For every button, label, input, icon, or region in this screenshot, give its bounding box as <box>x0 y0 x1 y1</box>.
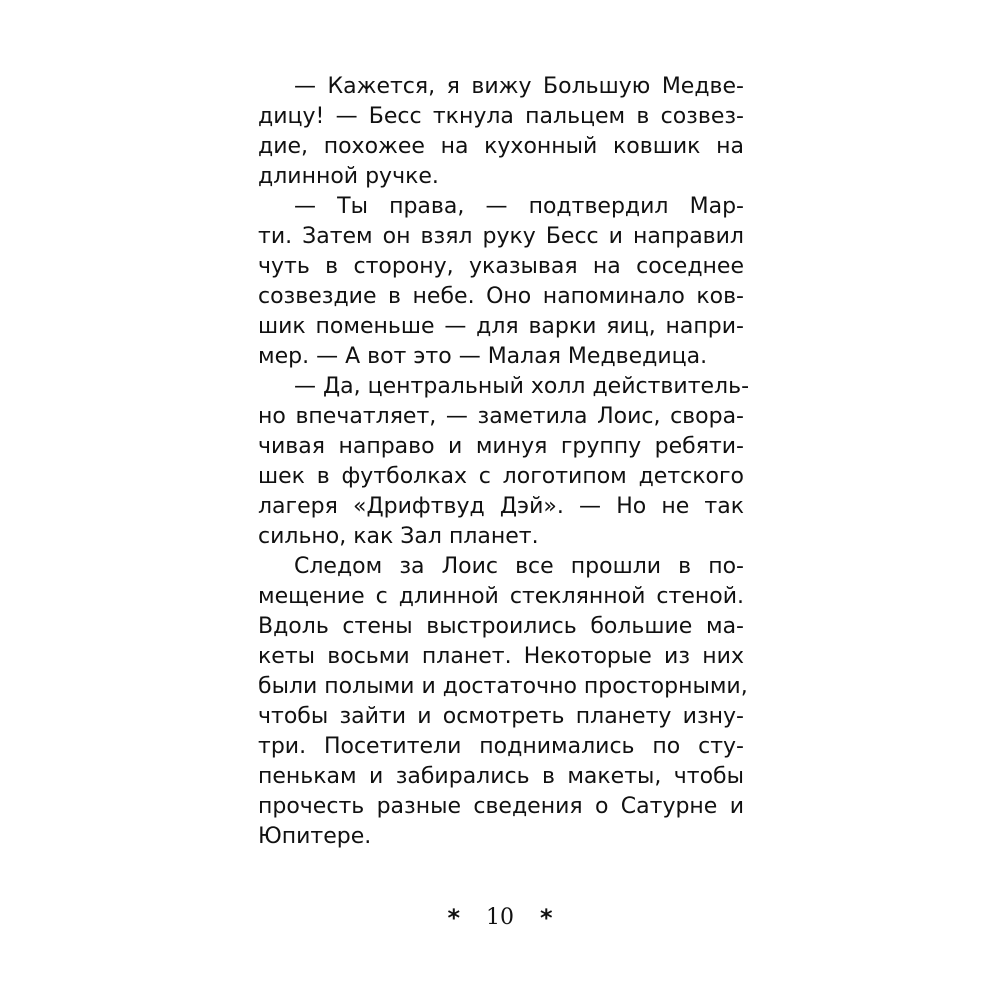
paragraph-4-line-7: три. Посетители поднимались по сту- <box>258 734 744 759</box>
paragraph-1-line-4: длинной ручке. <box>258 164 439 189</box>
paragraph-1-line-3: дие, похожее на кухонный ковшик на <box>258 134 744 159</box>
page-number: 10 <box>486 905 514 930</box>
paragraph-4-line-10: Юпитере. <box>258 824 372 849</box>
star-ornament-left: * <box>447 904 460 932</box>
paragraph-3-line-3: чивая направо и минуя группу ребяти- <box>258 434 744 459</box>
paragraph-3-line-2: но впечатляет, — заметила Лоис, свора- <box>258 404 744 429</box>
paragraph-4-line-4: кеты восьми планет. Некоторые из них <box>258 644 744 669</box>
paragraph-2-line-6: мер. — А вот это — Малая Медведица. <box>258 344 708 369</box>
page-footer <box>0 898 1000 938</box>
paragraph-4-line-3: Вдоль стены выстроились большие ма- <box>258 614 744 639</box>
paragraph-2-line-5: шик поменьше — для варки яиц, напри- <box>258 314 744 339</box>
paragraph-4-line-9: прочесть разные сведения о Сатурне и <box>258 794 744 819</box>
body-text <box>258 72 750 852</box>
paragraph-2-line-4: созвездие в небе. Оно напоминало ков- <box>258 284 744 309</box>
paragraph-4-line-1: Следом за Лоис все прошли в по- <box>294 554 744 579</box>
paragraph-1-line-2: дицу! — Бесс ткнула пальцем в созвез- <box>258 104 744 129</box>
paragraph-4-line-5: были полыми и достаточно просторными, <box>258 674 748 699</box>
paragraph-4-line-2: мещение с длинной стеклянной стеной. <box>258 584 744 609</box>
paragraph-3-line-5: лагеря «Дрифтвуд Дэй». — Но не так <box>258 494 744 519</box>
paragraph-3-line-4: шек в футболках с логотипом детского <box>258 464 744 489</box>
paragraph-3-line-6: сильно, как Зал планет. <box>258 524 539 549</box>
paragraph-2-line-1: — Ты права, — подтвердил Мар- <box>294 194 744 219</box>
paragraph-4-line-6: чтобы зайти и осмотреть планету изну- <box>258 704 744 729</box>
paragraph-3-line-1: — Да, центральный холл действитель- <box>294 374 750 399</box>
paragraph-2-line-2: ти. Затем он взял руку Бесс и направил <box>258 224 744 249</box>
star-ornament-right: * <box>540 904 553 932</box>
paragraph-2-line-3: чуть в сторону, указывая на соседнее <box>258 254 744 279</box>
paragraph-4-line-8: пенькам и забирались в макеты, чтобы <box>258 764 744 789</box>
paragraph-1-line-1: — Кажется, я вижу Большую Медве- <box>294 74 744 99</box>
